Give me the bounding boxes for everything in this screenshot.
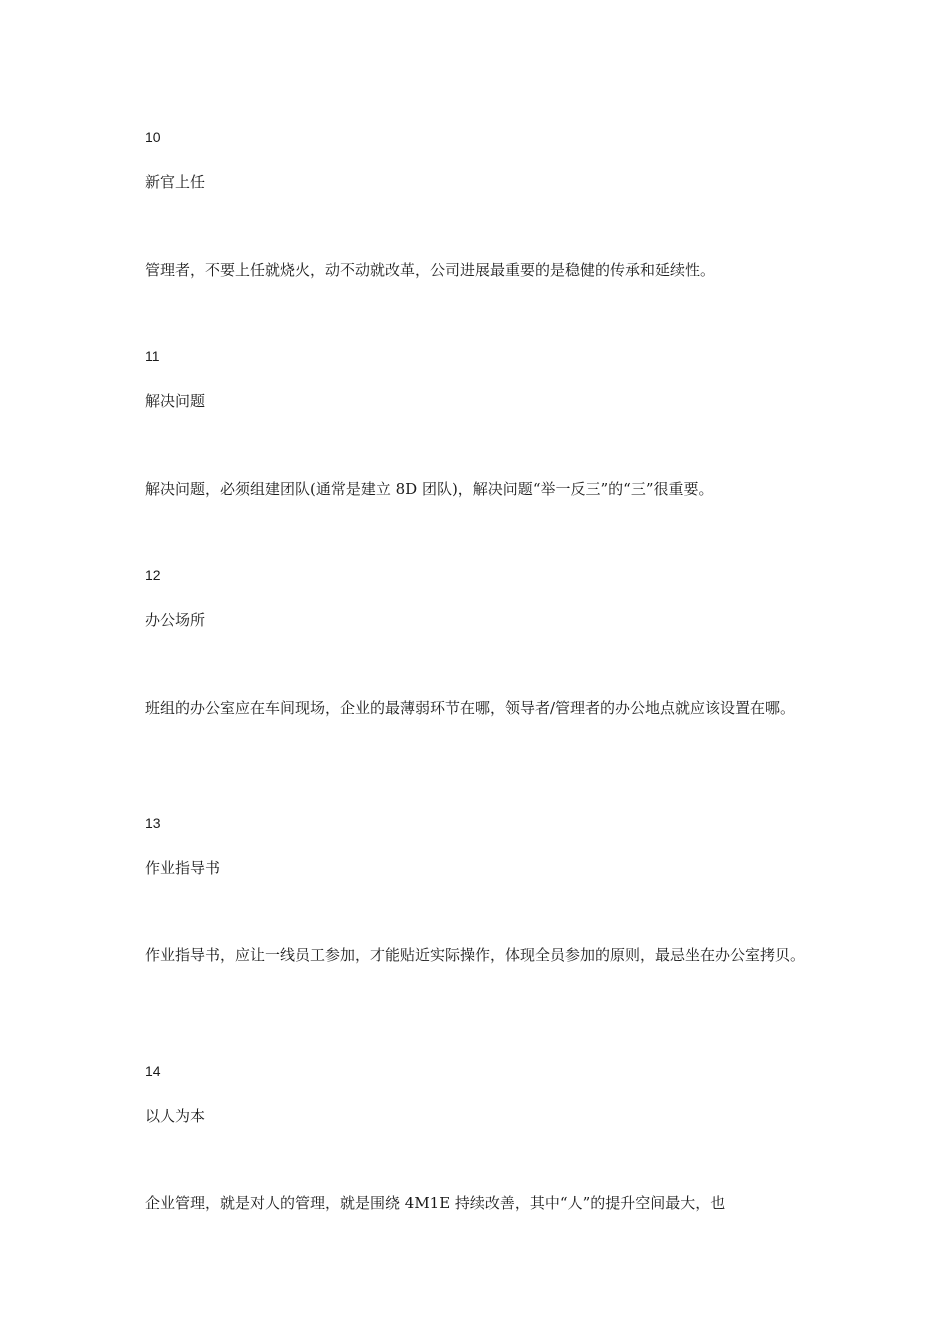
- section-body: 管理者，不要上任就烧火，动不动就改革，公司进展最重要的是稳健的传承和延续性。: [145, 261, 716, 279]
- section-title: 以人为本: [145, 1107, 206, 1125]
- section-number: 11: [145, 348, 160, 364]
- section-number: 13: [145, 815, 161, 831]
- section-title: 解决问题: [145, 392, 206, 410]
- section-title: 新官上任: [145, 173, 206, 191]
- section-title: 作业指导书: [145, 859, 221, 877]
- section-number: 14: [145, 1063, 161, 1079]
- section-body: 企业管理，就是对人的管理，就是围绕 4M1E 持续改善，其中“人”的提升空间最大，也: [145, 1194, 726, 1212]
- section-body: 作业指导书，应让一线员工参加，才能贴近实际操作，体现全员参加的原则，最忌坐在办公室拷贝。: [145, 946, 806, 964]
- section-body: 班组的办公室应在车间现场，企业的最薄弱环节在哪，领导者/管理者的办公地点就应该设置在哪。: [145, 699, 796, 717]
- section-number: 12: [145, 567, 161, 583]
- section-title: 办公场所: [145, 611, 206, 629]
- section-number: 10: [145, 129, 161, 145]
- section-body: 解决问题，必须组建团队(通常是建立 8D 团队)，解决问题“举一反三”的“三”很重要。: [145, 480, 714, 498]
